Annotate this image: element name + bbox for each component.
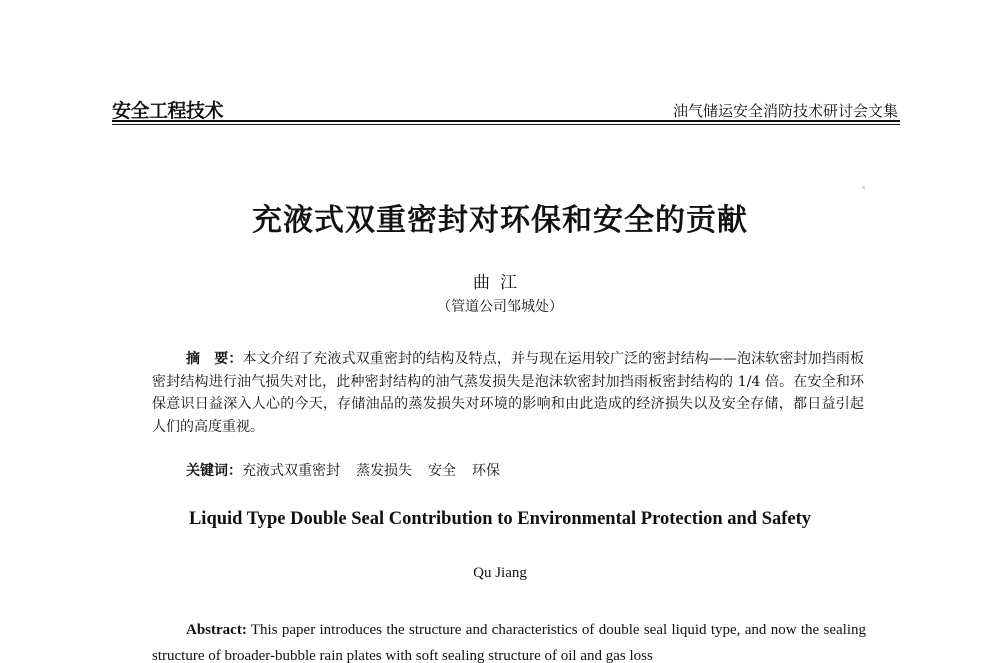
proceedings-title: 油气储运安全消防技术研讨会文集 [672, 102, 898, 120]
chinese-keywords [186, 460, 866, 482]
keyword: 安全 [428, 463, 456, 479]
english-abstract [152, 617, 866, 663]
chinese-title: 充液式双重密封对环保和安全的贡献 [252, 203, 748, 238]
english-abstract-label: Abstract: [186, 622, 247, 638]
header-rule-thin [112, 124, 900, 125]
english-title: Liquid Type Double Seal Contribution to Environmental Protection and Safety [188, 509, 812, 529]
chinese-abstract-text: 本文介绍了充液式双重密封的结构及特点，并与现在运用较广泛的密封结构——泡沫软密封加挡雨板密封结构进行油气损失对比，此种密封结构的油气蒸发损失是泡沫软密封加挡雨板密封结构的 1/4 倍。在安全和环保意识日益深入人心的今天，存储油品的蒸发损失对环境的影响和由此造成的经济损失以及安全存储，都日益引起人们的高度重视。 [152, 351, 865, 435]
chinese-author: 曲江 [473, 273, 527, 293]
header-rule [112, 120, 900, 122]
english-abstract-text: This paper introduces the structure and characteristics of double seal liquid type, and now the sealing structure of broader-bubble rain plates with soft sealing structure of oil and gas loss [152, 622, 866, 663]
chinese-affiliation: （管道公司邹城处） [437, 299, 563, 315]
scan-speck [862, 186, 865, 189]
journal-section-title: 安全工程技术 [112, 100, 224, 122]
keyword: 充液式双重密封 [242, 463, 340, 479]
keyword: 蒸发损失 [356, 463, 412, 479]
chinese-abstract [152, 348, 864, 438]
keyword: 环保 [472, 463, 500, 479]
chinese-abstract-label: 摘 要： [186, 351, 243, 367]
english-author: Qu Jiang [473, 565, 527, 581]
chinese-keywords-label: 关键词： [186, 463, 242, 479]
